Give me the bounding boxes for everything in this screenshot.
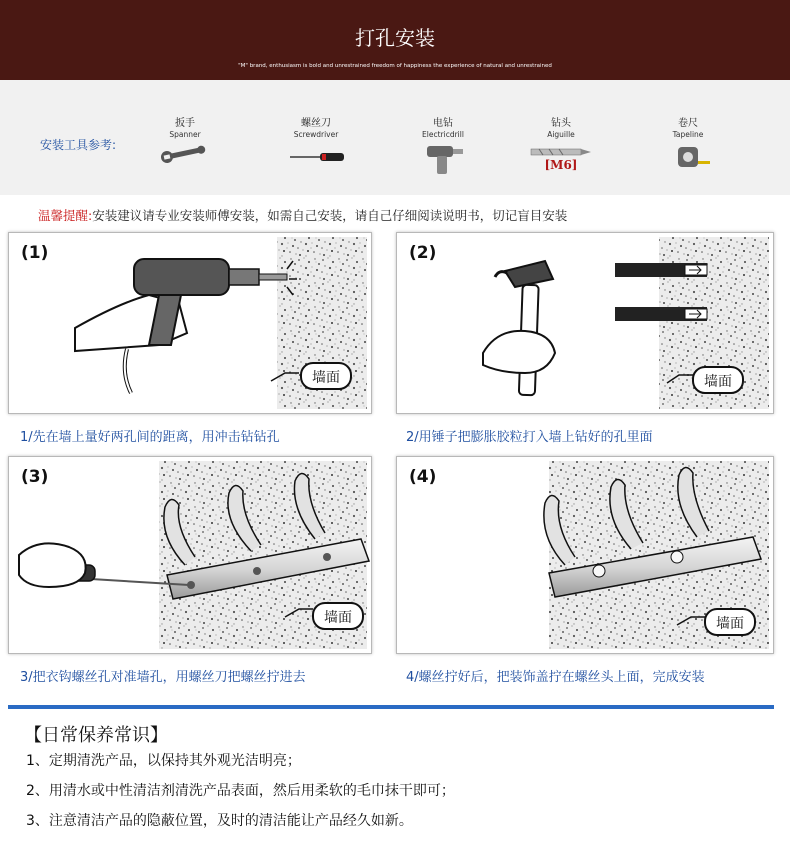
- step-number: (1): [21, 243, 49, 263]
- tool-electric-drill: 电钻 Electricdrill: [403, 118, 483, 170]
- page-title: 打孔安装: [355, 26, 435, 50]
- section-divider: [8, 705, 774, 709]
- step-1-panel: [8, 232, 372, 414]
- wall-label: 墙面: [716, 616, 744, 632]
- warning-note: [38, 206, 567, 224]
- step-2-caption: 2/用锤子把膨胀胶粒打入墙上钻好的孔里面: [406, 430, 653, 445]
- step-number: (3): [21, 467, 49, 487]
- warning-text: 安装建议请专业安装师傅安装，如需自己安装，请自己仔细阅读说明书，切记盲目安装: [92, 208, 568, 223]
- step-2-illustration: [397, 233, 773, 413]
- tape-measure-icon: [648, 144, 728, 170]
- tool-screwdriver: 螺丝刀 Screwdriver: [276, 118, 356, 170]
- wall-label: 墙面: [704, 374, 732, 390]
- wall-label: 墙面: [312, 370, 340, 386]
- step-1-caption: 1/先在墙上量好两孔间的距离，用冲击钻钻孔: [20, 430, 280, 445]
- brand-tagline: "M" brand, enthusiasm is bold and unrestrained freedom of happiness the experience of natural and unrestrained: [238, 63, 552, 69]
- care-title: 【日常保养常识】: [24, 725, 168, 746]
- drill-icon: [403, 144, 483, 170]
- tools-section: [0, 80, 790, 195]
- step-number: (4): [409, 467, 437, 487]
- wall-label: 墙面: [324, 610, 352, 626]
- tool-spanner: 扳手 Spanner: [145, 118, 225, 170]
- tool-tapeline: 卷尺 Tapeline: [648, 118, 728, 170]
- step-4-illustration: [397, 457, 773, 653]
- step-4-panel: [396, 456, 774, 654]
- step-number: (2): [409, 243, 437, 263]
- tool-drill-bit: 钻头 Aiguille [M6]: [521, 118, 601, 172]
- tools-label: 安装工具参考:: [40, 138, 117, 152]
- header-banner: [0, 0, 790, 80]
- care-item: 3、注意清洁产品的隐蔽位置，及时的清洁能让产品经久如新。: [26, 813, 413, 829]
- step-4-caption: 4/螺丝拧好后，把装饰盖拧在螺丝头上面，完成安装: [406, 670, 705, 685]
- step-3-illustration: [9, 457, 371, 653]
- screwdriver-icon: [276, 144, 356, 170]
- step-3-panel: [8, 456, 372, 654]
- step-1-illustration: [9, 233, 371, 413]
- warning-label: 温馨提醒:: [38, 208, 93, 223]
- step-2-panel: [396, 232, 774, 414]
- care-item: 1、定期清洗产品，以保持其外观光洁明亮；: [26, 753, 301, 769]
- wrench-icon: [145, 144, 225, 170]
- drill-bit-size: [M6]: [544, 158, 578, 172]
- step-3-caption: 3/把衣钩螺丝孔对准墙孔，用螺丝刀把螺丝拧进去: [20, 670, 306, 685]
- care-item: 2、用清水或中性清洁剂清洗产品表面，然后用柔软的毛巾抹干即可；: [26, 783, 455, 799]
